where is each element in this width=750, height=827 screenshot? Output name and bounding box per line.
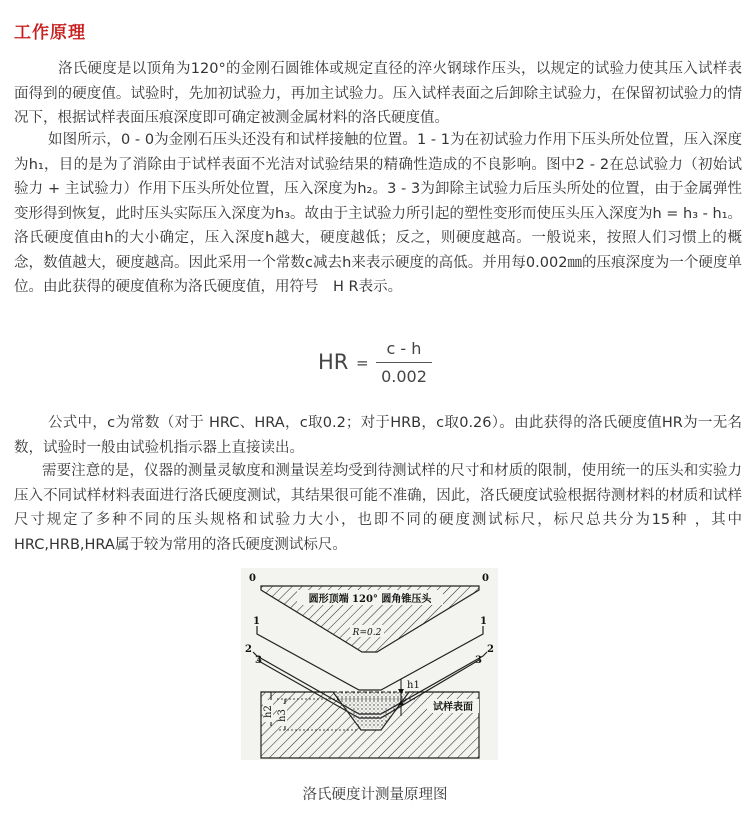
rockwell-diagram-svg: [241, 568, 498, 760]
label-1-right: 1: [480, 616, 487, 627]
figure-caption: 洛氏硬度计测量原理图: [302, 787, 448, 803]
formula-equals: =: [356, 354, 369, 372]
paragraph-figure-explanation: 如图所示，0 - 0为金刚石压头还没有和试样接触的位置。1 - 1为在初试验力作用下压头所处位置，压入深度为h₁，目的是为了消除由于试样表面不光洁对试验结果的精确性造成的不良影响。图中2 - 2在总试验力（初始试验力 + 主试验力）作用下压头所处位置，压入深度为h₂。3 - 3为卸除主试验力后压头所处的位置，由于金属弹性变形得到恢复，此时压头实际压入深度为h₃。故由于主试验力所引起的塑性变形而使压头压入深度为h = h₃ - h₁。洛氏硬度值由h的大小确定，压入深度h越大，硬度越低；反之，则硬度越高。一般说来，按照人们习惯上的概念，数值越大，硬度越高。因此采用一个常数c减去h来表示硬度的高低。并用每0.002㎜的压痕深度为一个硬度单位。由此获得的硬度值称为洛氏硬度值，用符号 H R表示。: [14, 132, 743, 295]
formula-numerator: c - h: [386, 339, 422, 358]
label-0-left: 0: [249, 573, 256, 584]
label-1-left: 1: [253, 616, 260, 627]
section-title: 工作原理: [14, 23, 86, 43]
paragraph-principle: 洛氏硬度是以顶角为120°的金刚石圆锥体或规定直径的淬火钢球作压头，以规定的试验力使其压入试样表面得到的硬度值。试验时，先加初试验力，再加主试验力。压入试样表面之后卸除主试验力，在保留初试验力的情况下，根据试样表面压痕深度即可确定被测金属材料的洛氏硬度值。: [14, 61, 742, 126]
radius-label: R=0.2: [352, 628, 382, 638]
label-2-right: 2: [487, 644, 494, 655]
label-3-right: 3: [475, 655, 482, 666]
surface-label: 试样表面: [433, 702, 473, 713]
formula-denominator: 0.002: [381, 367, 427, 386]
label-0-right: 0: [482, 573, 489, 584]
label-3-left: 3: [255, 655, 262, 666]
paragraph-formula-note: 公式中，c为常数（对于 HRC、HRA，c取0.2；对于HRB，c取0.26）。由此获得的洛氏硬度值HR为一无名数，试验时一般由试验机指示器上直接读出。: [14, 415, 742, 456]
label-2-left: 2: [245, 644, 252, 655]
h3-label: h3: [277, 709, 288, 722]
paragraph-notice: 需要注意的是，仪器的测量灵敏度和测量误差均受到待测试样的尺寸和材质的限制，使用统一的压头和实验力压入不同试样材料表面进行洛氏硬度测试，其结果很可能不准确，因此，洛氏硬度试验根据待测材料的材质和试样尺寸规定了多种不同的压头规格和试验力大小，也即不同的硬度测试标尺，标尺总共分为15种 ，其中HRC,HRB,HRA属于较为常用的洛氏硬度测试标尺。: [14, 463, 742, 553]
indenter-label: 圆形顶端 120° 圆角锥压头: [308, 594, 432, 605]
formula-lhs: HR: [318, 350, 349, 374]
hr-formula: [318, 338, 438, 394]
h1-label: h1: [407, 680, 420, 691]
fraction-bar: [376, 362, 432, 363]
formula-fraction: [376, 338, 432, 387]
h2-label: h2: [263, 705, 274, 718]
rockwell-diagram: [241, 568, 498, 760]
